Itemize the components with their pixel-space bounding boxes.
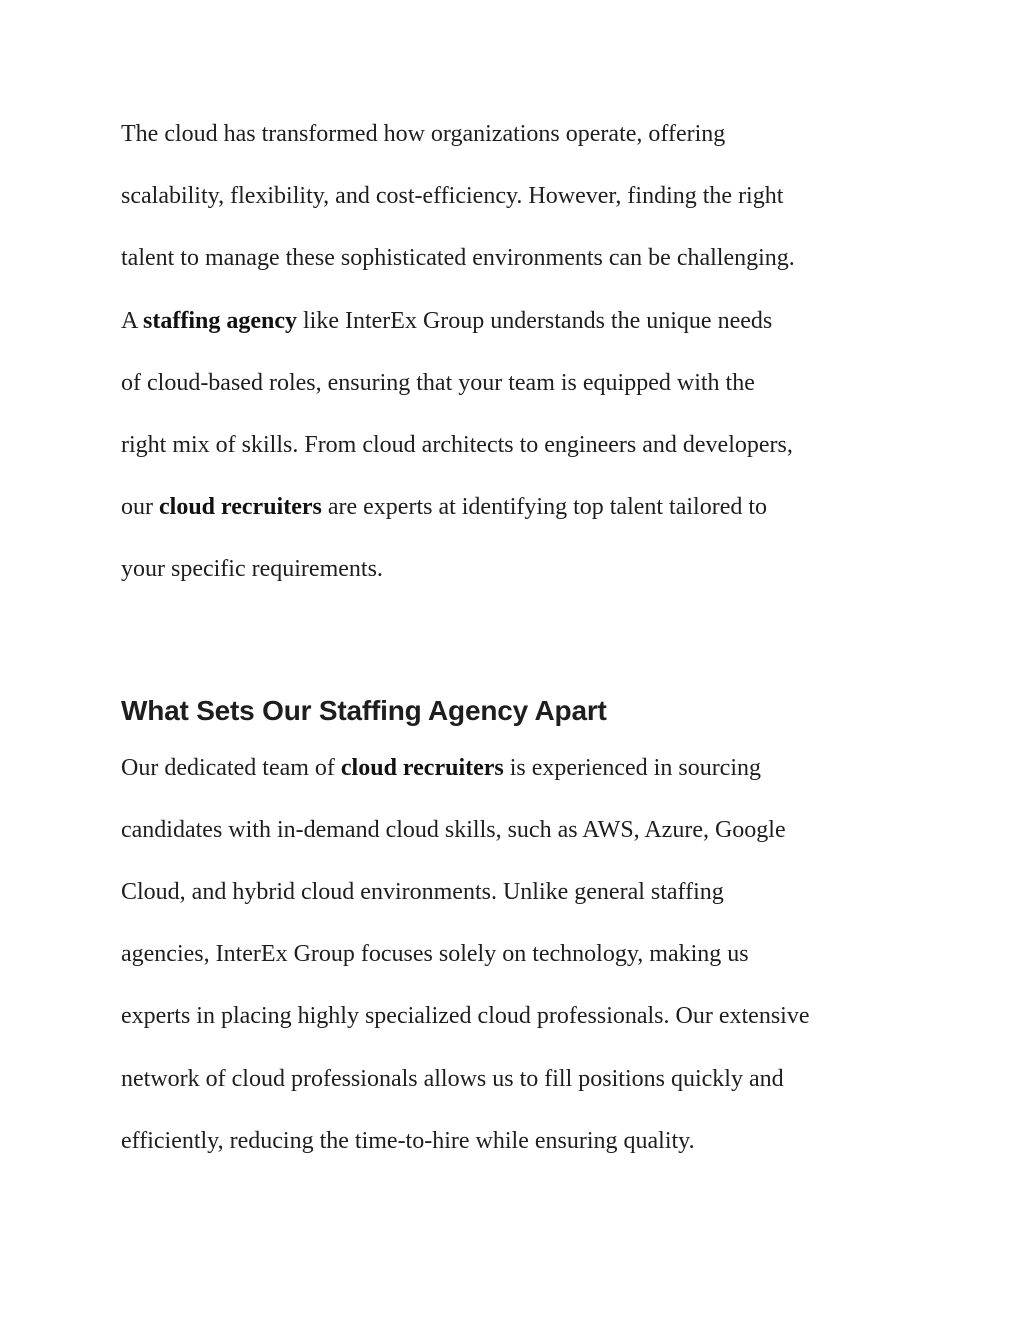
paragraph-line: The cloud has transformed how organizations operate, offering [121,121,726,147]
line-text: like InterEx Group understands the unique needs [297,308,773,334]
paragraph-line: experts in placing highly specialized cloud professionals. Our extensive [121,1003,810,1029]
paragraph-line [121,307,921,335]
paragraph-line: right mix of skills. From cloud architects to engineers and developers, [121,432,793,458]
bold-keyword: cloud recruiters [340,755,504,781]
paragraph-line: your specific requirements. [121,556,383,582]
paragraph-line: network of cloud professionals allows us to fill positions quickly and [121,1066,784,1092]
paragraph-line: agencies, InterEx Group focuses solely on technology, making us [121,941,749,967]
line-text: A [121,308,144,334]
section-heading: What Sets Our Staffing Agency Apart [121,695,607,726]
bold-keyword: cloud recruiters [159,494,322,520]
paragraph-line: efficiently, reducing the time-to-hire while ensuring quality. [121,1128,695,1154]
paragraph-line: scalability, flexibility, and cost-efficiency. However, finding the right [121,183,784,209]
paragraph-line: talent to manage these sophisticated environments can be challenging. [121,245,795,271]
paragraph-line [121,493,921,521]
line-text: Our dedicated team of [121,755,341,781]
line-text: our [121,494,159,520]
paragraph-line: candidates with in-demand cloud skills, such as AWS, Azure, Google [121,817,786,843]
line-text: is experienced in sourcing [503,755,761,781]
paragraph-line: of cloud-based roles, ensuring that your team is equipped with the [121,370,755,396]
line-text: are experts at identifying top talent tailored to [321,494,768,520]
paragraph-line: Cloud, and hybrid cloud environments. Unlike general staffing [121,879,724,905]
paragraph-line [121,754,921,782]
bold-keyword: staffing agency [143,308,297,334]
